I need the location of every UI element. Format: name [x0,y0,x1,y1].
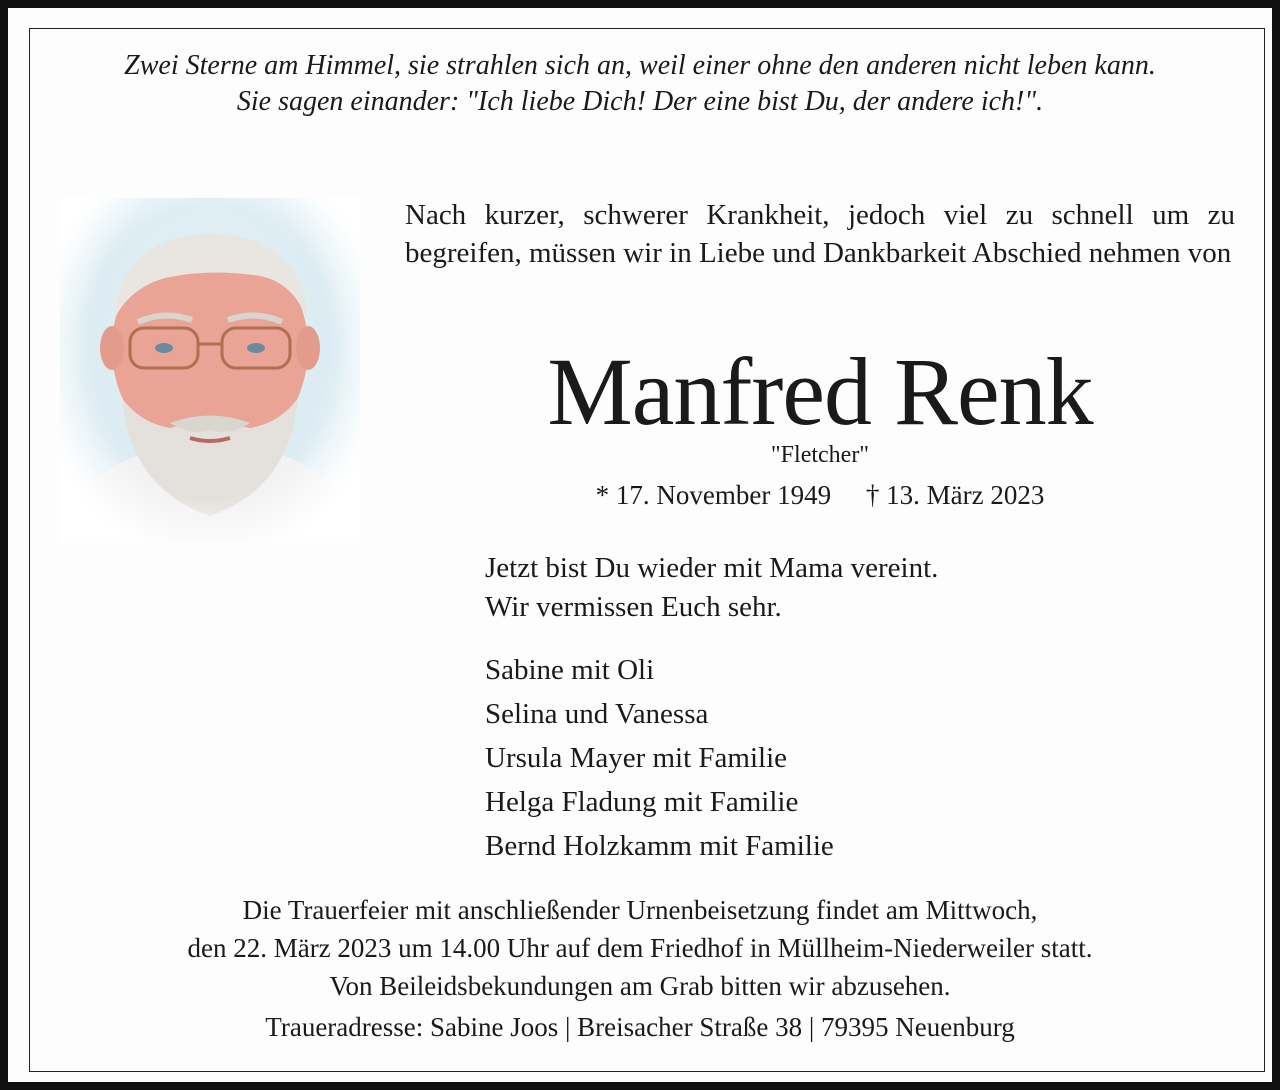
farewell-line-1: Jetzt bist Du wieder mit Mama vereint. [485,552,939,584]
motto-line-1: Zwei Sterne am Himmel, sie strahlen sich an, weil einer ohne den anderen nicht leben kann. [124,50,1156,81]
birth-date: * 17. November 1949 [595,480,832,510]
deceased-nickname: "Fletcher" [770,442,870,468]
deceased-name: Manfred Renk [547,338,1093,445]
service-line-2: den 22. März 2023 um 14.00 Uhr auf dem Friedhof in Müllheim-Niederweiler statt. [187,933,1093,963]
mourners-list [485,648,1185,868]
motto-line-2: Sie sagen einander: "Ich liebe Dich! Der eine bist Du, der andere ich!". [236,86,1044,117]
mourner-item: Selina und Vanessa [485,698,709,730]
service-line-1: Die Trauerfeier mit anschließender Urnenbeisetzung findet am Mittwoch, [242,895,1038,925]
portrait-photo [60,198,360,543]
farewell-line-2: Wir vermissen Euch sehr. [485,591,782,623]
portrait-image [60,198,360,543]
mourner-item: Sabine mit Oli [485,654,655,686]
mourner-item: Helga Fladung mit Familie [485,786,799,818]
mourner-item: Bernd Holzkamm mit Familie [485,830,834,862]
funeral-service-info [0,891,1280,1005]
mourner-item: Ursula Mayer mit Familie [485,742,788,774]
death-date: † 13. März 2023 [865,480,1045,510]
mourning-address: Traueradresse: Sabine Joos | Breisacher Straße 38 | 79395 Neuenburg [265,1012,1015,1042]
intro-text: Nach kurzer, schwerer Krankheit, jedoch viel zu schnell um zu begreifen, müssen wir in Liebe und Dankbarkeit Abschied nehmen von [405,199,1235,269]
motto-quote [0,48,1280,120]
life-dates [440,478,1200,512]
service-line-3: Von Beileidsbekundungen am Grab bitten wir abzusehen. [329,971,951,1001]
farewell-message [485,549,1185,627]
